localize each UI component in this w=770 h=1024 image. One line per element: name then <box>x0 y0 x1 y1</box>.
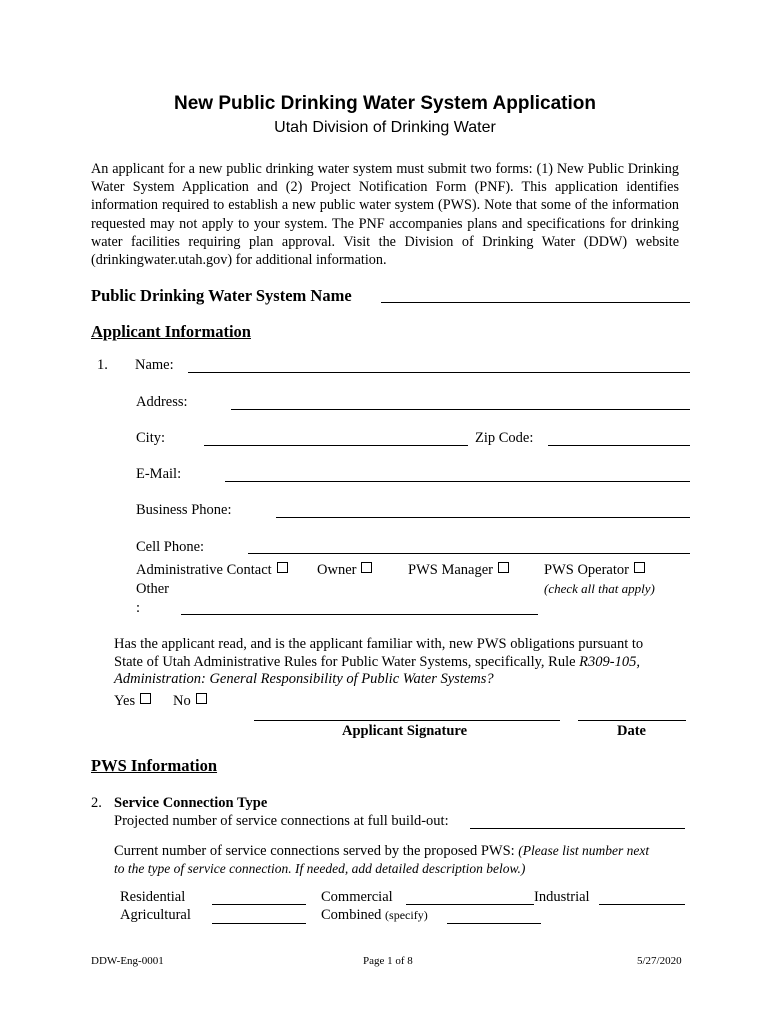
role-operator-checkbox[interactable] <box>634 562 645 573</box>
answer-no <box>173 693 207 710</box>
signature-label: Applicant Signature <box>342 723 468 739</box>
pws-name-label: Public Drinking Water System Name <box>91 286 352 305</box>
role-admin <box>136 562 288 579</box>
date-label: Date <box>617 723 646 739</box>
commercial-label: Commercial <box>321 889 393 905</box>
zip-label: Zip Code: <box>475 430 534 446</box>
no-checkbox[interactable] <box>196 693 207 704</box>
industrial-field[interactable] <box>599 904 685 905</box>
residential-field[interactable] <box>212 904 306 905</box>
role-manager-label: PWS Manager <box>408 562 493 578</box>
role-owner-label: Owner <box>317 562 357 578</box>
page-subtitle: Utah Division of Drinking Water <box>274 119 496 136</box>
footer-doc-code: DDW-Eng-0001 <box>91 955 164 967</box>
combined-field[interactable] <box>447 923 541 924</box>
footer-date: 5/27/2020 <box>637 955 682 967</box>
question-line-3: Administration: General Responsibility of Public Water Systems? <box>114 671 494 687</box>
role-manager <box>408 562 509 579</box>
residential-label: Residential <box>120 889 186 905</box>
agricultural-label: Agricultural <box>120 907 191 923</box>
role-other-field[interactable] <box>181 614 538 615</box>
combined-label <box>321 907 428 924</box>
city-field[interactable] <box>204 445 468 446</box>
page-title: New Public Drinking Water System Application <box>174 93 596 114</box>
commercial-field[interactable] <box>406 904 534 905</box>
cell-phone-label: Cell Phone: <box>136 539 205 555</box>
email-label: E-Mail: <box>136 466 182 482</box>
question-line-1: Has the applicant read, and is the applicant familiar with, new PWS obligations pursuant to <box>114 636 644 652</box>
question-line-2-text: State of Utah Administrative Rules for Public Water Systems, specifically, Rule <box>114 654 580 670</box>
address-field[interactable] <box>231 409 690 410</box>
role-other-label: Other <box>136 581 170 597</box>
business-phone-label: Business Phone: <box>136 502 232 518</box>
industrial-label: Industrial <box>534 889 590 905</box>
city-label: City: <box>136 430 166 446</box>
no-label: No <box>173 693 191 709</box>
current-line-2: to the type of service connection. If needed, add detailed description below.) <box>114 861 526 876</box>
role-operator <box>544 562 645 579</box>
current-note: (Please list number next <box>518 843 650 858</box>
specify-note: (specify) <box>385 908 428 922</box>
footer-page-number: Page 1 of 8 <box>363 955 413 967</box>
applicant-info-heading: Applicant Information <box>91 322 251 341</box>
business-phone-field[interactable] <box>276 517 690 518</box>
question-line-2 <box>114 654 640 671</box>
pws-name-field[interactable] <box>381 302 690 303</box>
name-label: Name: <box>135 357 174 373</box>
email-field[interactable] <box>225 481 690 482</box>
service-connection-title: Service Connection Type <box>114 795 268 811</box>
rule-reference: R309-105, <box>579 654 640 670</box>
combined-text: Combined <box>321 907 382 923</box>
role-operator-label: PWS Operator <box>544 562 629 578</box>
role-manager-checkbox[interactable] <box>498 562 509 573</box>
projected-label: Projected number of service connections at full build-out: <box>114 813 449 829</box>
zip-field[interactable] <box>548 445 690 446</box>
current-line-1 <box>114 843 649 860</box>
yes-checkbox[interactable] <box>140 693 151 704</box>
address-label: Address: <box>136 394 188 410</box>
agricultural-field[interactable] <box>212 923 306 924</box>
pws-info-heading: PWS Information <box>91 756 218 775</box>
role-admin-label: Administrative Contact <box>136 562 272 578</box>
item-number-1: 1. <box>97 357 108 373</box>
answer-yes <box>114 693 151 710</box>
signature-field[interactable] <box>254 720 560 721</box>
role-owner-checkbox[interactable] <box>361 562 372 573</box>
cell-phone-field[interactable] <box>248 553 690 554</box>
role-admin-checkbox[interactable] <box>277 562 288 573</box>
date-field[interactable] <box>578 720 686 721</box>
name-field[interactable] <box>188 372 690 373</box>
check-all-note: (check all that apply) <box>544 581 655 596</box>
current-text: Current number of service connections served by the proposed PWS: <box>114 843 519 859</box>
yes-label: Yes <box>114 693 136 709</box>
role-owner <box>317 562 372 579</box>
item-number-2: 2. <box>91 795 102 811</box>
projected-field[interactable] <box>470 828 685 829</box>
role-other-colon: : <box>136 600 141 616</box>
intro-paragraph: An applicant for a new public drinking water system must submit two forms: (1) New Public Drinking Water System Application and (2) Project Notification Form (PNF). This application identifies information required to establish a new public water system (PWS). Note that some of the information requested may not apply to your system. The PNF accompanies plans and specifications for drinking water facilities requiring plan approval. Visit the Division of Drinking Water (DDW) website (drinkingwater.utah.gov) for additional information. <box>91 161 679 269</box>
